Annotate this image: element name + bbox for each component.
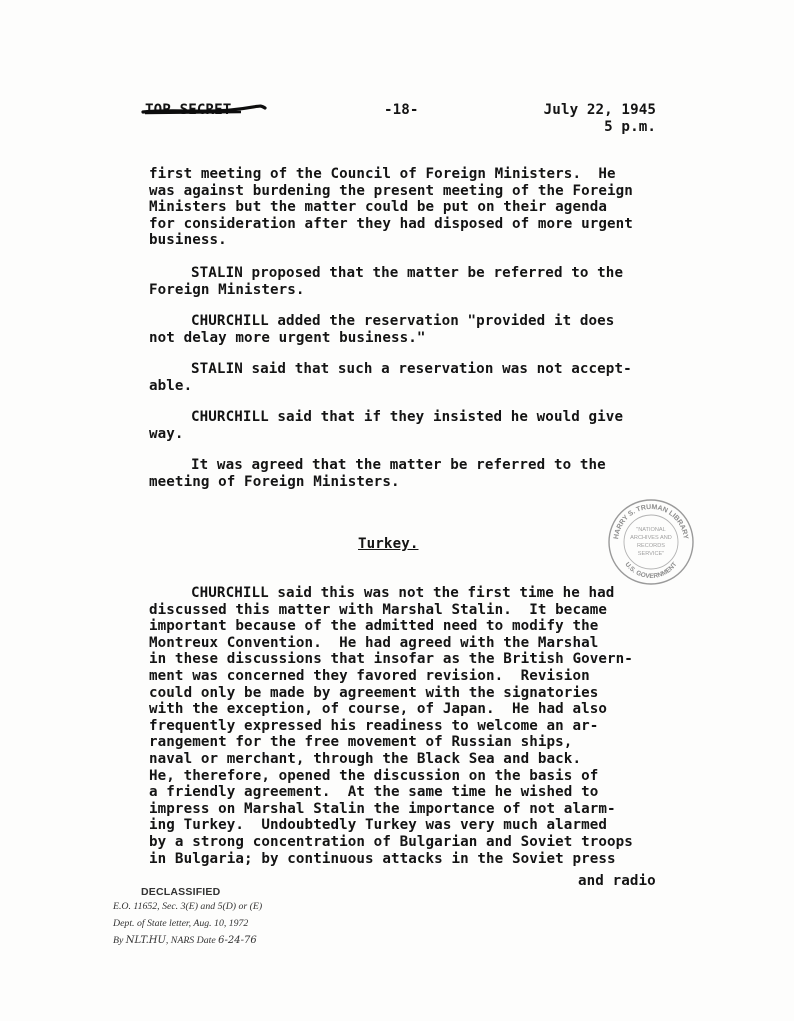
stamp-bottom-text: U.S. GOVERNMENT	[623, 561, 679, 581]
svg-text:U.S. GOVERNMENT	[623, 561, 678, 580]
paragraph-1	[149, 166, 709, 249]
archives-stamp	[606, 497, 696, 587]
paragraph-5	[149, 409, 709, 442]
text-line: CHURCHILL added the reservation "provided it does	[191, 313, 615, 329]
classification-marking	[145, 102, 231, 119]
text-line: important because of the admitted need to modify the	[149, 618, 599, 635]
text-line: not delay more urgent business."	[149, 329, 426, 346]
text-line: with the exception, of course, of Japan. He had also	[149, 701, 608, 718]
declassification-date: 6-24-76	[218, 935, 257, 946]
text-line: ing Turkey. Undoubtedly Turkey was very much alarmed	[149, 817, 608, 834]
paragraph-3	[149, 313, 709, 346]
text-line: for consideration after they had disposed of more urgent	[149, 215, 633, 232]
text-line: in these discussions that insofar as the British Govern-	[149, 651, 633, 668]
paragraph-2	[149, 265, 709, 298]
stamp-inner-line: RECORDS	[637, 543, 665, 549]
meeting-date: July 22, 1945	[543, 102, 656, 118]
text-line: first meeting of the Council of Foreign Ministers. He	[149, 166, 616, 182]
paragraph-6	[149, 457, 709, 490]
nars-date-label: , NARS Date	[165, 935, 216, 946]
declassification-stamp	[113, 886, 262, 949]
text-line: ment was concerned they favored revision. Revision	[149, 667, 590, 684]
page-number: -18-	[384, 102, 419, 118]
text-line: STALIN proposed that the matter be referred to the	[191, 265, 624, 281]
text-line: It was agreed that the matter be referred to the	[191, 457, 606, 473]
declassification-authority: E.O. 11652, Sec. 3(E) and 5(D) or (E)	[113, 901, 263, 912]
text-line: Montreux Convention. He had agreed with the Marshal	[149, 634, 599, 651]
declassification-letter: Dept. of State letter, Aug. 10, 1972	[113, 918, 249, 929]
strikethrough-scribble	[141, 104, 267, 116]
paragraph-7	[149, 585, 709, 867]
meeting-time: 5 p.m.	[604, 119, 656, 135]
text-line: He, therefore, opened the discussion on the basis of	[149, 767, 599, 784]
text-line: impress on Marshal Stalin the importance of not alarm-	[149, 800, 616, 817]
text-line: CHURCHILL said that if they insisted he would give	[191, 409, 624, 425]
text-line: CHURCHILL said this was not the first time he had	[191, 585, 615, 601]
text-line: rangement for the free movement of Russian ships,	[149, 734, 573, 751]
by-label: By	[113, 935, 124, 946]
text-line: business.	[149, 232, 227, 249]
stamp-inner-line: "NATIONAL	[636, 527, 666, 533]
text-line: by a strong concentration of Bulgarian and Soviet troops	[149, 833, 633, 850]
stamp-outer-text: HARRY S. TRUMAN LIBRARY	[613, 503, 689, 540]
text-line: in Bulgaria; by continuous attacks in the Soviet press	[149, 850, 616, 867]
section-heading: Turkey.	[358, 536, 419, 552]
text-line: Ministers but the matter could be put on their agenda	[149, 199, 608, 216]
text-line: frequently expressed his readiness to welcome an ar-	[149, 717, 599, 734]
text-line: discussed this matter with Marshal Stalin. It became	[149, 601, 608, 618]
text-line: was against burdening the present meeting of the Foreign	[149, 182, 633, 199]
text-line: STALIN said that such a reservation was not accept-	[191, 361, 632, 377]
declassified-title: DECLASSIFIED	[141, 886, 221, 898]
stamp-inner-line: ARCHIVES AND	[630, 535, 672, 541]
text-line: way.	[149, 425, 184, 442]
continuation-text: and radio	[578, 873, 656, 889]
classification-text: TOP SECRET	[145, 102, 232, 118]
text-line: able.	[149, 377, 193, 394]
text-line: meeting of Foreign Ministers.	[149, 473, 400, 490]
text-line: Foreign Ministers.	[149, 281, 305, 298]
text-line: a friendly agreement. At the same time he wished to	[149, 784, 599, 801]
declassification-signature-line	[113, 932, 262, 949]
reviewer-signature: NLT.HU	[125, 935, 166, 946]
text-line: could only be made by agreement with the signatories	[149, 684, 599, 701]
paragraph-4	[149, 361, 709, 394]
meeting-date-time	[528, 102, 656, 136]
stamp-inner-line: SERVICE"	[637, 551, 665, 557]
text-line: naval or merchant, through the Black Sea and back.	[149, 750, 582, 767]
